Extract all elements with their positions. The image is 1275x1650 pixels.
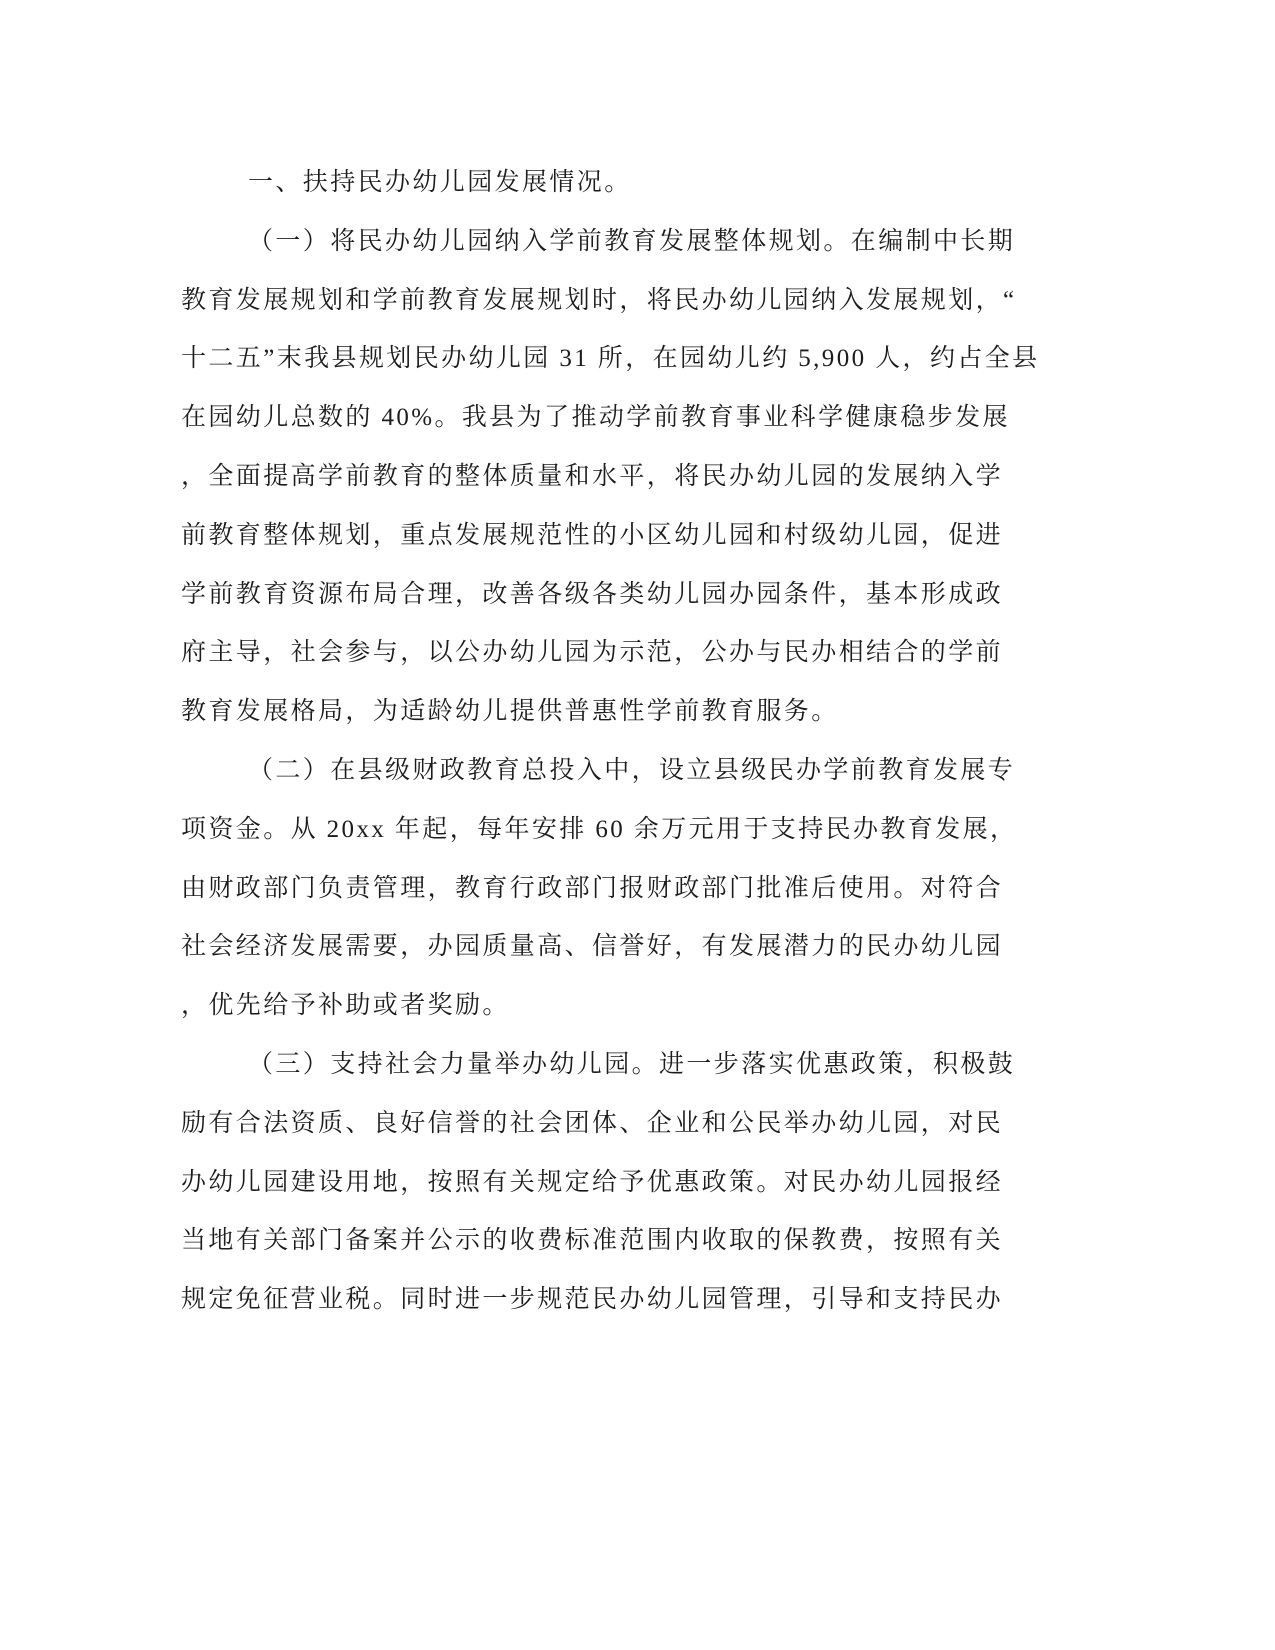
text-line: 在园幼儿总数的 40%。我县为了推动学前教育事业科学健康稳步发展 — [181, 404, 1010, 432]
section-heading-paragraph — [181, 154, 1061, 213]
text-line: 励有合法资质、良好信誉的社会团体、企业和公民举办幼儿园，对民 — [181, 1109, 1004, 1137]
text-line: （三）支持社会力量举办幼儿园。进一步落实优惠政策，积极鼓 — [248, 1050, 1016, 1078]
text-line: 教育发展格局，为适龄幼儿提供普惠性学前教育服务。 — [181, 698, 839, 726]
text-line: （一）将民办幼儿园纳入学前教育发展整体规划。在编制中长期 — [248, 227, 1016, 255]
text-line: 学前教育资源布局合理，改善各级各类幼儿园办园条件，基本形成政 — [181, 580, 1004, 608]
text-line: ，优先给予补助或者奖励。 — [181, 992, 510, 1020]
text-line: 府主导，社会参与，以公办幼儿园为示范，公办与民办相结合的学前 — [181, 639, 1004, 667]
text-line: 前教育整体规划，重点发展规范性的小区幼儿园和村级幼儿园，促进 — [181, 521, 1004, 549]
text-line: 十二五”末我县规划民办幼儿园 31 所，在园幼儿约 5,900 人，约占全县 — [181, 345, 1040, 373]
text-line: 社会经济发展需要，办园质量高、信誉好，有发展潜力的民办幼儿园 — [181, 933, 1004, 961]
text-line: 教育发展规划和学前教育发展规划时，将民办幼儿园纳入发展规划，“ — [181, 286, 1017, 314]
text-line: 办幼儿园建设用地，按照有关规定给予优惠政策。对民办幼儿园报经 — [181, 1168, 1004, 1196]
text-line: 规定免征营业税。同时进一步规范民办幼儿园管理，引导和支持民办 — [181, 1286, 1004, 1314]
paragraph-1 — [181, 213, 1061, 742]
paragraph-3 — [181, 1036, 1061, 1330]
text-line: 当地有关部门备案并公示的收费标准范围内收取的保教费，按照有关 — [181, 1227, 1004, 1255]
text-line: ，全面提高学前教育的整体质量和水平，将民办幼儿园的发展纳入学 — [181, 462, 1004, 490]
paragraph-2 — [181, 742, 1061, 1036]
section-heading: 一、扶持民办幼儿园发展情况。 — [248, 169, 632, 196]
text-line: （二）在县级财政教育总投入中，设立县级民办学前教育发展专 — [248, 756, 1016, 784]
text-line: 由财政部门负责管理，教育行政部门报财政部门批准后使用。对符合 — [181, 874, 1004, 902]
text-line: 项资金。从 20xx 年起，每年安排 60 余万元用于支持民办教育发展， — [181, 815, 1018, 843]
document-body — [181, 154, 1061, 1330]
